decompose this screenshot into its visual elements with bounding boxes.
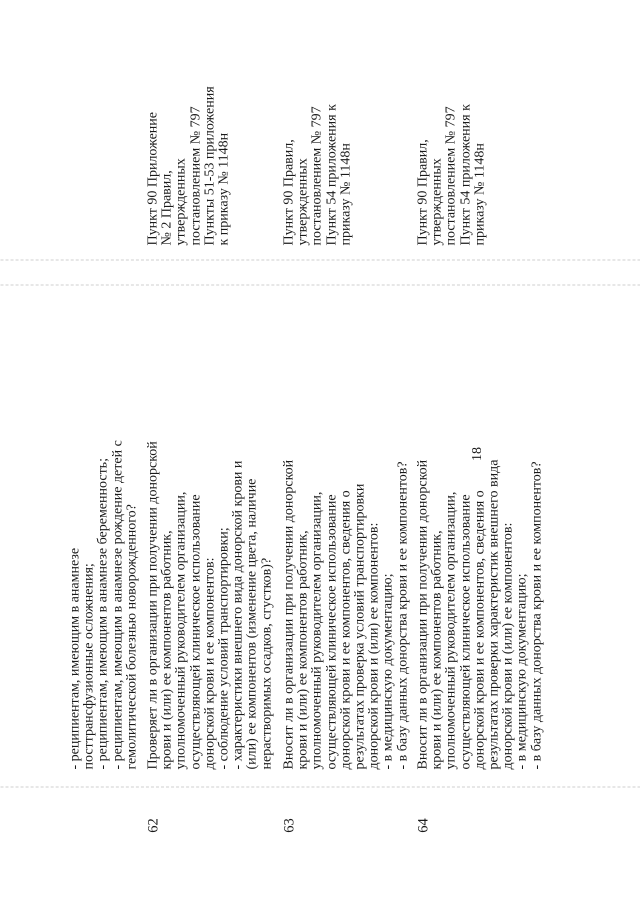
question-line: донорской крови и (или) ее компонентов: (500, 522, 516, 769)
reference-line: Пункт 54 приложения к (323, 103, 339, 245)
question-line: донорской крови и ее компонентов, сведения о (471, 489, 487, 769)
reference-line: постановлением № 797 (309, 105, 325, 245)
question-line: - в базу данных донорства крови и ее компонентов? (528, 460, 544, 769)
row-number: 63 (281, 817, 297, 833)
reference-line: Пункт 54 приложения к (457, 103, 473, 245)
question-text (68, 325, 139, 769)
legal-reference (282, 25, 353, 245)
question-line: уполномоченный руководителем организации, (443, 491, 459, 769)
question-line: нерастворимых осадков, сгустков)? (258, 557, 274, 769)
reference-line: Пункт 90 Правил, (281, 138, 296, 245)
question-line: результатах проверки характеристик внешнего вида (486, 459, 502, 769)
page-number: 18 (470, 447, 485, 461)
row-number: 62 (145, 817, 161, 833)
question-line: донорской крови и (или) ее компонентов: (366, 522, 382, 769)
question-line: - в базу данных донорства крови и ее компонентов? (394, 460, 410, 769)
question-line: крови и (или) ее компонентов работник, (159, 529, 175, 769)
question-line: - реципиентам, имеющим в анамнезе (67, 547, 82, 769)
question-line: посттрансфузионные осложнения; (81, 562, 97, 769)
question-line: уполномоченный руководителем организации, (309, 491, 325, 769)
question-line: Проверяет ли в организации при получении донорской (145, 440, 160, 769)
question-line: уполномоченный руководителем организации, (173, 491, 189, 769)
reference-line: к приказу № 1148н (216, 132, 232, 245)
reference-line: Пункт 90 Приложение (145, 111, 160, 245)
question-line: - реципиентам, имеющим в анамнезе беременность; (95, 457, 111, 769)
reference-line: утвержденных (295, 157, 311, 245)
question-text (146, 325, 274, 769)
reference-line: постановлением № 797 (443, 105, 459, 245)
reference-line: постановлением № 797 (187, 105, 203, 245)
question-text (282, 325, 410, 769)
question-line: осуществляющей клиническое использование (187, 493, 203, 769)
legal-reference (416, 25, 487, 245)
question-line: донорской крови и ее компонентов, сведения о (337, 489, 353, 769)
question-line: - соблюдение условий транспортировки; (216, 526, 232, 769)
question-line: - в медицинскую документацию; (514, 573, 530, 769)
question-line: результатах проверка условий транспортировки (352, 483, 368, 769)
question-line: - характеристики внешнего вида донорской крови и (230, 460, 246, 769)
reference-line: Пункт 90 Правил, (415, 138, 430, 245)
legal-reference (146, 25, 231, 245)
question-line: - в медицинскую документацию; (380, 573, 396, 769)
question-line: Вносит ли в организации при получении донорской (281, 459, 296, 769)
reference-line: утвержденных (429, 157, 445, 245)
question-line: крови и (или) ее компонентов работник, (295, 529, 311, 769)
reference-line: приказу № 1148н (337, 142, 353, 245)
reference-line: № 2 Правил, (159, 169, 175, 245)
reference-line: утвержденных (173, 157, 189, 245)
question-line: Вносит ли в организации при получении донорской (415, 459, 430, 769)
reference-line: приказу № 1148н (471, 142, 487, 245)
column-divider (0, 284, 640, 285)
question-text (416, 325, 544, 769)
question-line: осуществляющей клиническое использование (323, 493, 339, 769)
question-line: гемолитической болезнью новорожденного? (123, 503, 139, 769)
question-line: донорской крови и ее компонентов: (201, 556, 217, 769)
column-divider (0, 786, 640, 787)
question-line: (или) ее компонентов (изменение цвета, наличие (244, 478, 260, 769)
question-line: - реципиентам, имеющим в анамнезе рождение детей с (109, 439, 125, 769)
reference-line: Пункты 51-53 приложения (201, 85, 217, 245)
column-divider (0, 259, 640, 260)
question-line: осуществляющей клиническое использование (457, 493, 473, 769)
row-number: 64 (415, 817, 431, 833)
question-line: крови и (или) ее компонентов работник, (429, 529, 445, 769)
